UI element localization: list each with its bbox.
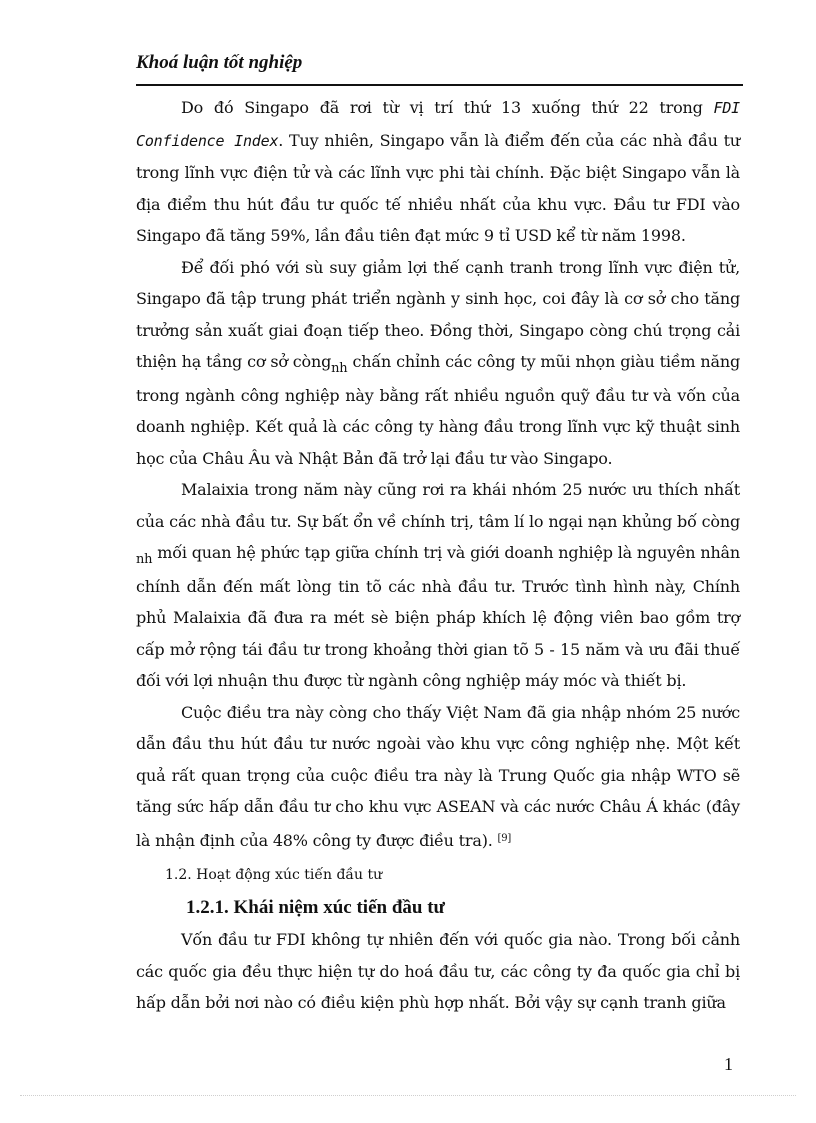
paragraph-text: Malaixia trong năm này cũng rơi ra khái nhóm 25 nước ưu thích nhất của các nhà đầu tư. Sự bất ổn về chính trị, tâm lí lo ngại nạn khủng bố còng <box>136 480 740 531</box>
paragraph-text: Do đó Singapo đã rơi từ vị trí thứ 13 xuống thứ 22 trong <box>181 98 714 117</box>
subsection-title: Khái niệm xúc tiến đầu tư <box>233 897 445 918</box>
paragraph-singapore-fdi <box>136 92 740 252</box>
subsection-heading <box>186 892 740 924</box>
paragraph-text: Vốn đầu tư FDI không tự nhiên đến với quốc gia nào. Trong bối cảnh các quốc gia đều thực hiện tự do hoá đầu tư, các công ty đa quốc gia chỉ bị hấp dẫn bởi nơi nào có điều kiện phù hợp nhất. Bởi vậy sự cạnh tranh giữa <box>136 930 740 1012</box>
page-number: 1 <box>724 1054 733 1074</box>
paragraph-singapore-biotech <box>136 252 740 475</box>
paragraph-text: . Tuy nhiên, Singapo vẫn là điểm đến của các nhà đầu tư trong lĩnh vực điện tử và các lĩnh vực phi tài chính. Đặc biệt Singapo vẫn là địa điểm thu hút đầu tư quốc tế nhiều nhất của khu vực. Đầu tư FDI vào Singapo đã tăng 59%, lần đầu tiên đạt mức 9 tỉ USD kể từ năm 1998. <box>136 130 740 245</box>
paragraph-text: chấn chỉnh các công ty mũi nhọn giàu tiềm năng trong ngành công nghiệp này bằng rất nhiều nguồn quỹ đầu tư và vốn của doanh nghiệp. Kết quả là các công ty hàng đầu trong lĩnh vực kỹ thuật sinh học của Châu Âu và Nhật Bản đã trở lại đầu tư vào Singapo. <box>136 352 740 468</box>
subsection-number: 1.2.1. <box>186 897 229 918</box>
offset-glyph: nh <box>331 361 348 376</box>
page-bottom-divider <box>20 1095 796 1096</box>
citation-reference: [9] <box>497 832 512 844</box>
paragraph-text: Để đối phó với sù suy giảm lợi thế cạnh tranh trong lĩnh vực điện tử, Singapo đã tập trung phát triển ngành y sinh học, coi đây là cơ sở cho tăng trưởng sản xuất giai đoạn tiếp theo. Đồng thời, Singapo còng chú trọng cải thiện hạ tầng cơ sở còng <box>136 257 740 371</box>
header-rule <box>136 84 743 86</box>
paragraph-investment-promotion <box>136 924 740 1019</box>
section-heading <box>165 860 740 890</box>
document-body <box>136 92 740 1019</box>
paragraph-text: Cuộc điều tra này còng cho thấy Việt Nam đã gia nhập nhóm 25 nước dẫn đầu thu hút đầu tư nước ngoài vào khu vực công nghiệp nhẹ. Một kết quả rất quan trọng của cuộc điều tra này là Trung Quốc gia nhập WTO sẽ tăng sức hấp dẫn đầu tư cho khu vực ASEAN và các nước Châu Á khác (đây là nhận định của 48% công ty được điều tra). <box>136 702 740 850</box>
section-title: Hoạt động xúc tiến đầu tư <box>196 867 383 883</box>
paragraph-vietnam-survey <box>136 697 740 857</box>
section-number: 1.2. <box>165 867 192 883</box>
paragraph-text: mối quan hệ phức tạp giữa chính trị và giới doanh nghiệp là nguyên nhân chính dẫn đến mất lòng tin tõ các nhà đầu tư. Trước tình hình này, Chính phủ Malaixia đã đưa ra mét sè biện pháp khích lệ động viên bao gồm trợ cấp mở rộng tái đầu tư trong khoảng thời gian tõ 5 - 15 năm và ưu đãi thuế đối với lợi nhuận thu được từ ngành công nghiệp máy móc và thiết bị. <box>136 543 740 690</box>
offset-glyph: nh <box>136 552 153 567</box>
fdi-index-name: FDI Confidence Index <box>136 99 740 150</box>
paragraph-malaysia <box>136 474 740 697</box>
running-header-title: Khoá luận tốt nghiệp <box>136 52 303 73</box>
